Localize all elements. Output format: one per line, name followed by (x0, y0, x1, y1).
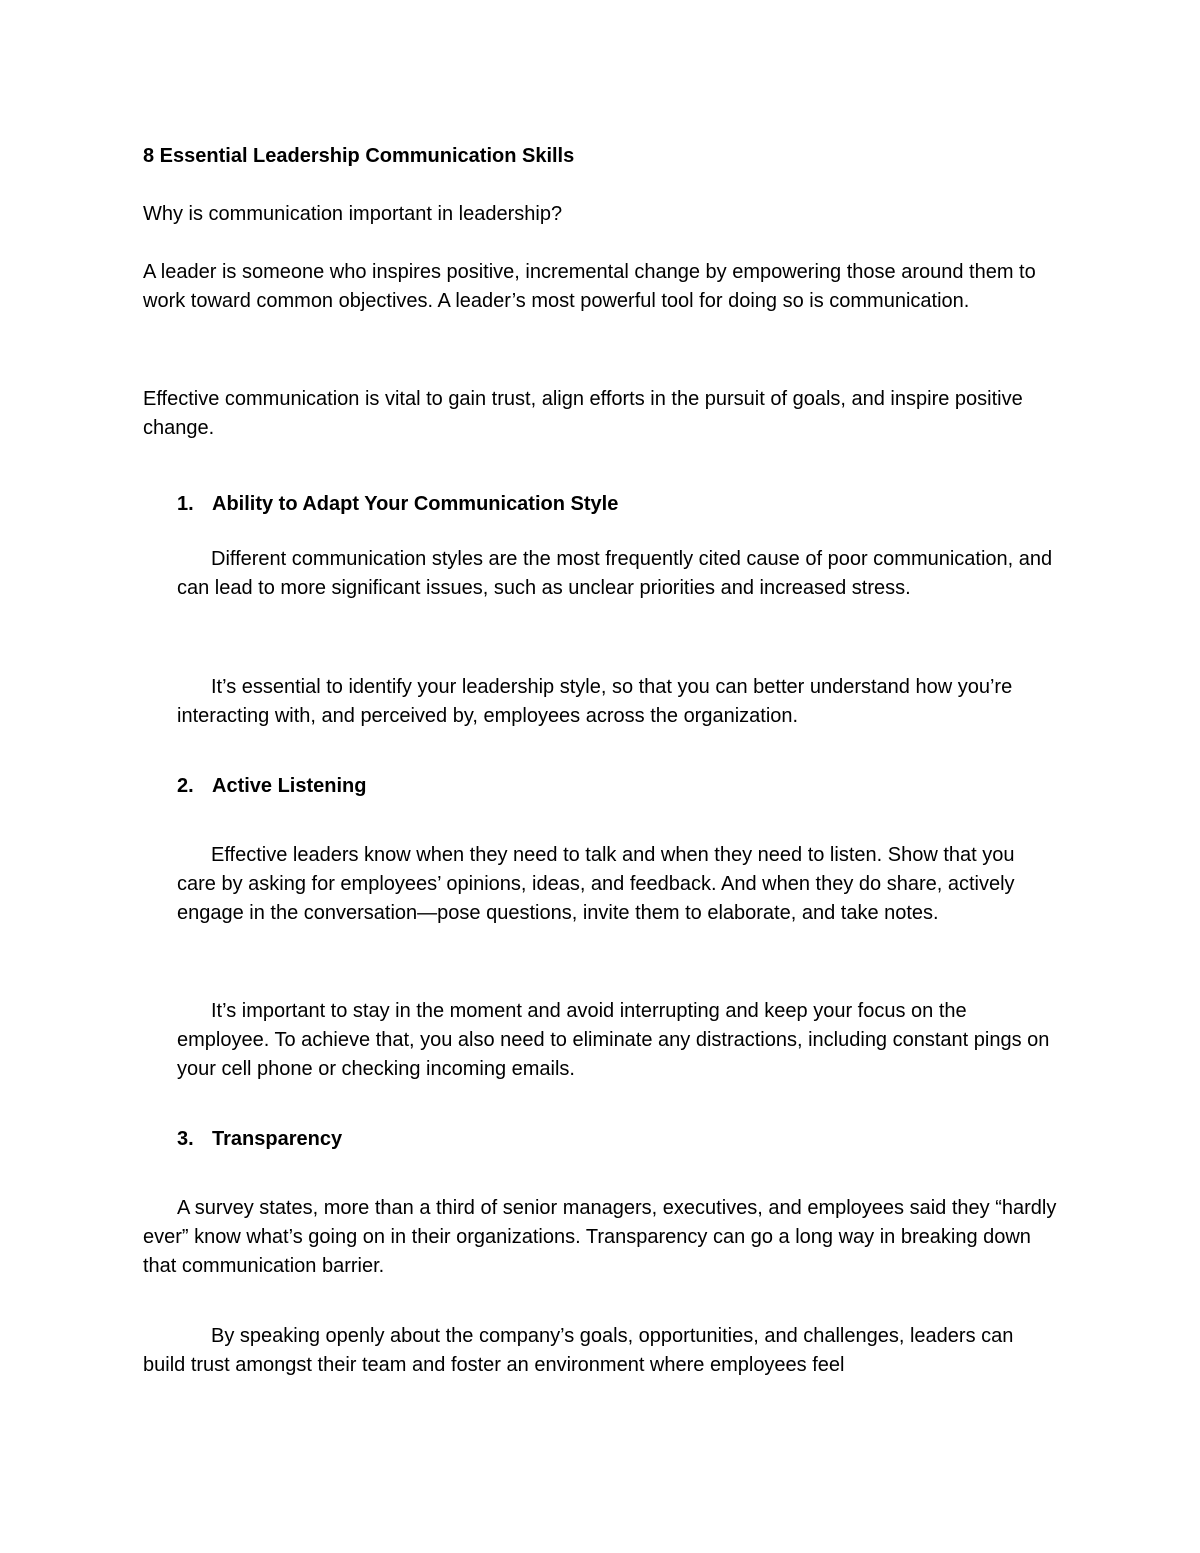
section-heading-3 (177, 1125, 342, 1154)
section-heading-text: Ability to Adapt Your Communication Style (212, 493, 619, 515)
document-title: 8 Essential Leadership Communication Skills (143, 145, 575, 167)
section-3-paragraph-1: A survey states, more than a third of senior managers, executives, and employees said they “hardly ever” know what’s going on in their organizations. Transparency can go a long way in breaking down that communication barrier. (143, 1197, 1057, 1277)
section-number: 1. (177, 493, 194, 515)
section-1-paragraph-2: It’s essential to identify your leadership style, so that you can better understand how you’re interacting with, and perceived by, employees across the organization. (177, 676, 1013, 727)
section-heading-text: Transparency (212, 1128, 343, 1150)
section-2-paragraph-1: Effective leaders know when they need to talk and when they need to listen. Show that you care by asking for employees’ opinions, ideas, and feedback. And when they do share, actively engage in the conversation—pose questions, invite them to elaborate, and take notes. (177, 844, 1015, 924)
intro-paragraph-2: Effective communication is vital to gain trust, align efforts in the pursuit of goals, and inspire positive change. (143, 388, 1023, 439)
section-number: 3. (177, 1128, 194, 1150)
section-3-paragraph-2: By speaking openly about the company’s goals, opportunities, and challenges, leaders can build trust amongst their team and foster an environment where employees feel (143, 1325, 1014, 1376)
section-2-paragraph-2: It’s important to stay in the moment and avoid interrupting and keep your focus on the employee. To achieve that, you also need to eliminate any distractions, including constant pings on your cell phone or checking incoming emails. (177, 1000, 1050, 1080)
section-1-paragraph-1: Different communication styles are the most frequently cited cause of poor communication, and can lead to more significant issues, such as unclear priorities and increased stress. (177, 548, 1053, 599)
section-heading-2 (177, 772, 366, 801)
question-line: Why is communication important in leadership? (143, 203, 563, 225)
section-number: 2. (177, 775, 194, 797)
section-heading-1 (177, 490, 618, 519)
section-heading-text: Active Listening (212, 775, 367, 797)
intro-paragraph-1: A leader is someone who inspires positive, incremental change by empowering those around them to work toward common objectives. A leader’s most powerful tool for doing so is communication. (143, 261, 1036, 312)
